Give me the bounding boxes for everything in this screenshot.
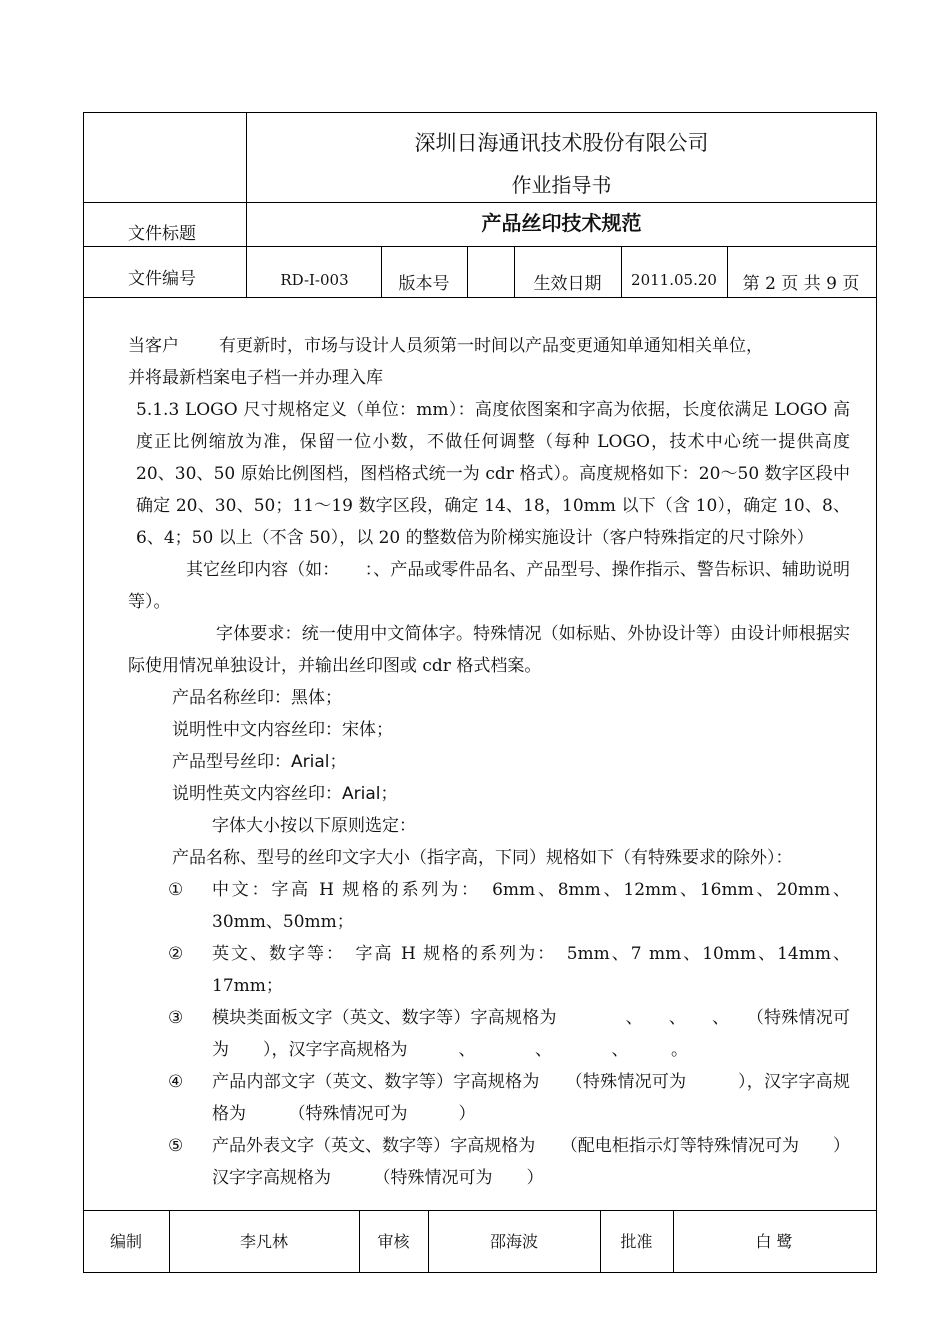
page-info: 第 2 页 共 9 页 [742,274,860,294]
list-item [128,874,850,938]
version-label: 版本号 [398,274,450,294]
paragraph-update-notice [128,330,850,362]
paragraph-other-content: 其它丝印内容（如： ：、产品或零件品名、产品型号、操作指示、警告标识、辅助说明等）。 [128,560,850,612]
title-label: 文件标题 [128,224,196,244]
list-number: ③ [168,1008,184,1028]
text-customer: 当客户 [128,336,179,356]
footer-divider [83,1210,876,1211]
list-text: 英文、数字等： 字高 H 规格的系列为： 5mm、7 mm、10mm、14mm、17mm； [212,944,850,996]
paragraph-font-requirement: 字体要求：统一使用中文简体字。特殊情况（如标贴、外协设计等）由设计师根据实际使用情况单独设计，并输出丝印图或 cdr 格式档案。 [128,624,850,676]
font-rule-english-content [128,778,850,810]
font-rule-english-label: 说明性英文内容丝印： [172,784,342,804]
list-text: 产品内部文字（英文、数字等）字高规格为 （特殊情况可为 ），汉字字高规格为 （特殊情况可为 ） [212,1072,850,1124]
font-rule-model-value: Arial； [291,752,347,772]
paragraph-logo-size: 5.1.3 LOGO 尺寸规格定义（单位：mm）：高度依图案和字高为依据，长度依满足 LOGO 高度正比例缩放为准，保留一位小数，不做任何调整（每种 LOGO，技术中心统一提供高度 20、30、50 原始比例图档，图档格式统一为 cdr 格式）。高度规格如下：20～50 数字区段中确定 20、30、50；11～19 数字区段，确定 14、18，10mm 以下（含 10），确定 10、8、6、4；50 以上（不含 50），以 20 的整数倍为阶梯实施设计（客户特殊指定的尺寸除外） [136,400,850,548]
list-item [128,1130,850,1194]
reviewed-by: 邵海波 [489,1232,538,1251]
size-intro: 字体大小按以下原则选定： [212,816,416,836]
size-spec: 产品名称、型号的丝印文字大小（指字高，下同）规格如下（有特殊要求的除外）： [172,848,793,868]
list-number: ⑤ [168,1136,184,1156]
list-item [128,1066,850,1130]
review-label: 审核 [377,1232,410,1251]
header-divider-2 [83,246,876,247]
document-body [128,330,850,1194]
list-number: ① [168,880,184,900]
text-archive-note: 并将最新档案电子档一并办理入库 [128,368,383,388]
number-label: 文件编号 [128,269,196,289]
font-rule-model [128,746,850,778]
list-text: 模块类面板文字（英文、数字等）字高规格为 、 、 、 （特殊情况可为 ），汉字字高规格为 、 、 、 。 [212,1008,850,1060]
approve-label: 批准 [620,1232,653,1251]
font-rule-chinese-content: 说明性中文内容丝印：宋体； [172,720,393,740]
list-number: ④ [168,1072,184,1092]
prepared-by: 李凡林 [239,1232,288,1251]
list-item [128,1002,850,1066]
font-rule-english-value: Arial； [342,784,398,804]
font-rule-product-name: 产品名称丝印：黑体； [172,688,342,708]
list-item [128,938,850,1002]
list-number: ② [168,944,184,964]
company-name: 深圳日海通讯技术股份有限公司 [414,131,709,155]
header-divider-3 [83,297,876,298]
prepared-label: 编制 [109,1232,142,1251]
document-number: RD-I-003 [280,271,349,289]
font-rule-model-label: 产品型号丝印： [172,752,291,772]
list-text: 产品外表文字（英文、数字等）字高规格为 （配电柜指示灯等特殊情况可为 ）汉字字高规格为 （特殊情况可为 ） [212,1136,850,1188]
header-divider-1 [83,202,876,203]
date-label: 生效日期 [533,274,602,294]
document-title: 产品丝印技术规范 [481,211,642,235]
effective-date: 2011.05.20 [631,271,717,289]
header-divider-vertical [246,112,247,298]
text-update-notice: 有更新时，市场与设计人员须第一时间以产品变更通知单通知相关单位， [219,336,763,356]
top-border [83,112,876,113]
version-divider [467,246,468,298]
document-type: 作业指导书 [511,173,612,197]
list-text: 中文：字高 H 规格的系列为： 6mm、8mm、12mm、16mm、20mm、30mm、50mm； [212,880,850,932]
approved-by: 白 鹭 [755,1232,793,1251]
